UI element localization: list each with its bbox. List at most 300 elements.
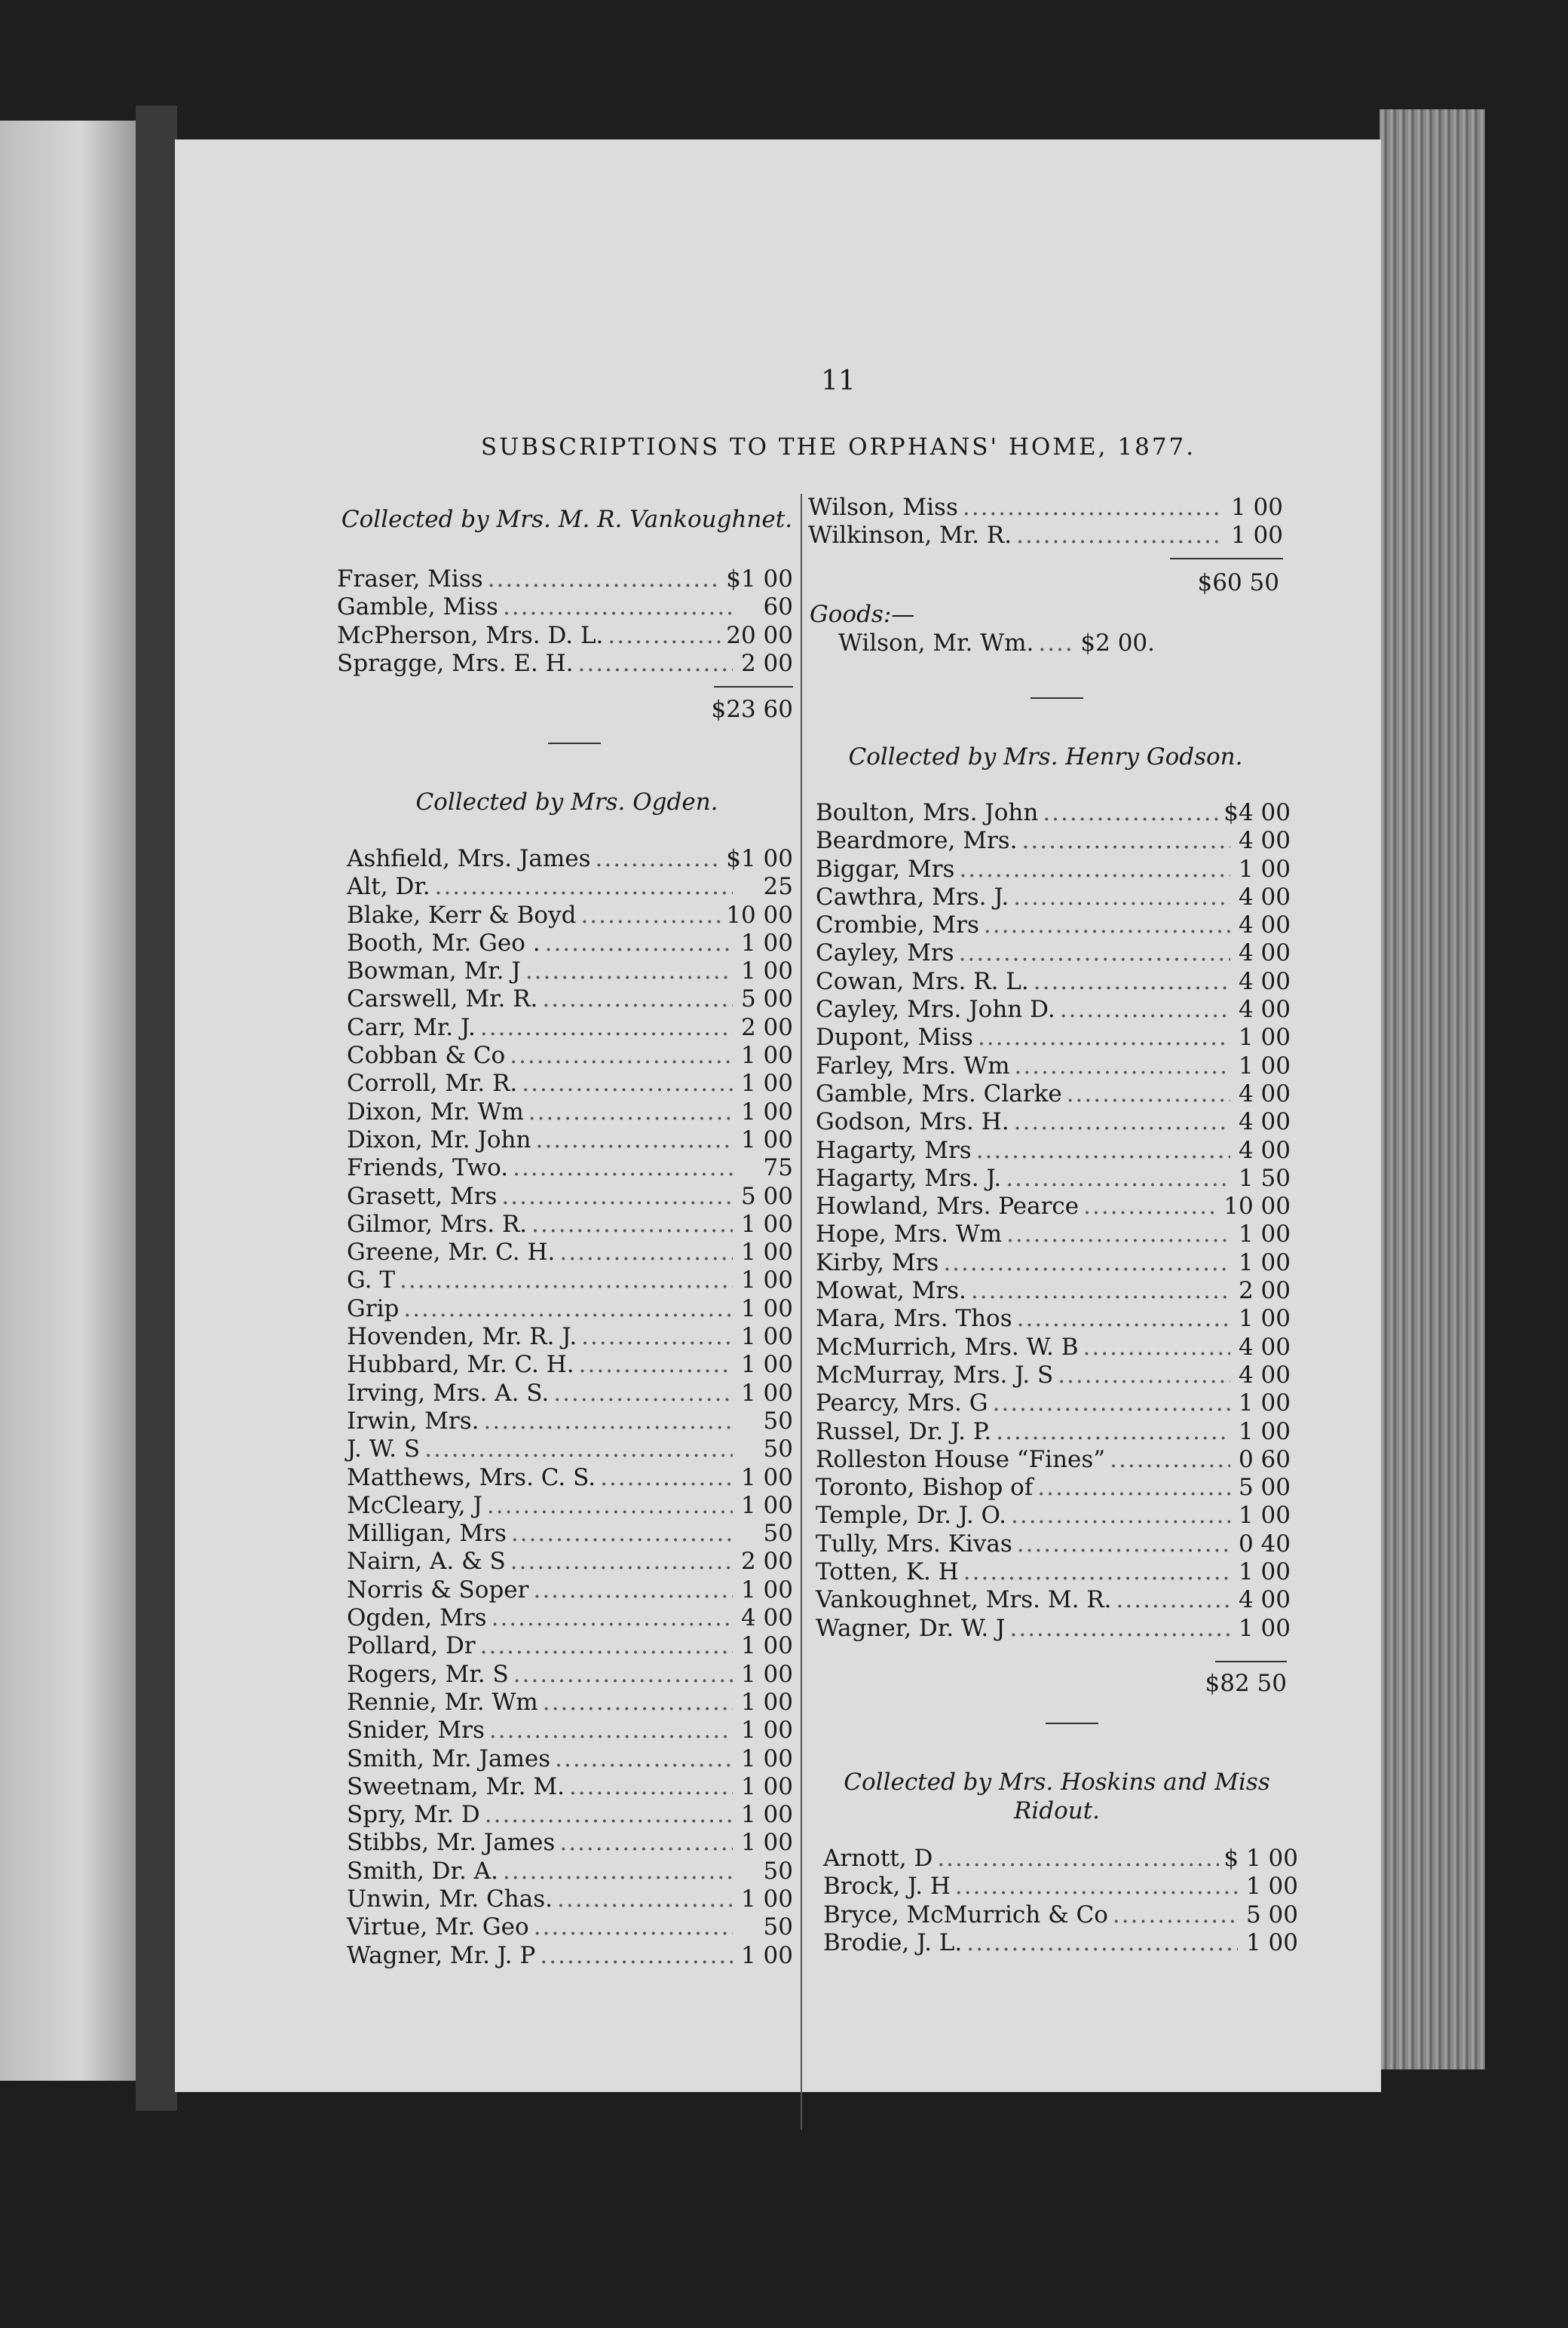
list-item [347, 1098, 793, 1126]
entry-name: Biggar, Mrs [816, 855, 955, 883]
entry-amount: 4 00 [1238, 883, 1291, 911]
entry-amount: 1 00 [740, 1717, 793, 1744]
hoskins-list [823, 1845, 1298, 1957]
entry-amount: 1 00 [1245, 1928, 1298, 1956]
list-item [816, 1193, 1291, 1221]
hoskins-heading-line2: Ridout. [1013, 1797, 1101, 1824]
leader-dots [1014, 1108, 1230, 1135]
entry-name: Matthews, Mrs. C. S. [347, 1463, 596, 1491]
list-item [347, 873, 793, 901]
entry-name: Bowman, Mr. J [347, 957, 521, 985]
list-item [823, 1929, 1298, 1957]
list-item [347, 930, 793, 957]
entry-name: Tully, Mrs. Kivas [816, 1530, 1012, 1558]
leader-dots [569, 1773, 733, 1800]
entry-amount: 1 00 [740, 1829, 793, 1857]
entry-name: J. W. S [347, 1435, 421, 1463]
godson-list [816, 799, 1291, 1643]
leader-dots [511, 1520, 733, 1547]
leader-dots [955, 1873, 1238, 1900]
list-item [347, 985, 793, 1013]
list-item [816, 799, 1291, 827]
list-item [347, 1239, 793, 1267]
entry-amount: 10 00 [726, 901, 793, 929]
entry-amount: 1 00 [740, 1210, 793, 1238]
goods-entry-amount: $2 00. [1080, 629, 1155, 657]
leader-dots [1017, 1530, 1230, 1558]
leader-dots [959, 939, 1230, 966]
entry-name: Totten, K. H [816, 1558, 959, 1586]
entry-amount: 5 00 [740, 1182, 793, 1210]
list-item [816, 1249, 1291, 1277]
entry-name: Grasett, Mrs [347, 1182, 498, 1210]
list-item [347, 845, 793, 873]
list-item [816, 1305, 1291, 1333]
section-dash [548, 743, 601, 744]
list-item [808, 522, 1283, 550]
entry-name: Fraser, Miss [337, 565, 483, 593]
entry-name: Cowan, Mrs. R. L. [816, 967, 1029, 995]
entry-name: Rennie, Mr. Wm [347, 1688, 538, 1716]
leader-dots [513, 1661, 733, 1688]
entry-name: McPherson, Mrs. D. L. [337, 621, 604, 649]
entry-name: Grip [347, 1294, 400, 1322]
entry-amount: 60 [763, 593, 793, 621]
entry-name: Hagarty, Mrs. J. [816, 1164, 1002, 1192]
entry-amount: 1 00 [1238, 1221, 1291, 1248]
list-item [347, 1126, 793, 1154]
entry-amount: 1 00 [740, 1660, 793, 1688]
list-item [347, 1267, 793, 1294]
leader-dots [600, 1464, 733, 1491]
list-item [347, 1042, 793, 1070]
entry-amount: 75 [763, 1154, 793, 1182]
list-item [816, 1221, 1291, 1248]
entry-amount: 50 [763, 1435, 793, 1463]
section-dash [1031, 697, 1083, 699]
leader-dots [553, 1380, 733, 1407]
entry-amount: 1 00 [740, 1098, 793, 1126]
entry-amount: 1 00 [740, 957, 793, 985]
entry-name: Arnott, D [823, 1845, 933, 1872]
leader-dots [531, 1211, 733, 1238]
entry-amount: 1 00 [1245, 1873, 1298, 1901]
leader-dots [1110, 1446, 1230, 1473]
entry-amount: 4 00 [1238, 911, 1291, 939]
leader-dots [1009, 1615, 1230, 1642]
entry-name: Carswell, Mr. R. [347, 985, 538, 1013]
leader-dots [480, 1632, 733, 1659]
entry-name: Bryce, McMurrich & Co [823, 1901, 1108, 1928]
list-item [347, 1745, 793, 1773]
leader-dots [578, 650, 733, 677]
entry-amount: 1 00 [740, 1239, 793, 1267]
entry-name: Wagner, Dr. W. J [816, 1614, 1006, 1642]
leader-dots [1022, 827, 1230, 854]
entry-name: Gamble, Miss [337, 593, 498, 621]
leader-dots [1011, 1502, 1230, 1529]
entry-name: Mowat, Mrs. [816, 1277, 966, 1305]
entry-amount: 1 00 [740, 929, 793, 957]
leader-dots [510, 1548, 733, 1575]
list-item [816, 1586, 1291, 1614]
entry-amount: 1 00 [740, 1463, 793, 1491]
leader-dots [1037, 1474, 1230, 1501]
entry-name: Rogers, Mr. S [347, 1660, 509, 1688]
leader-dots [488, 565, 722, 593]
entry-name: Wilson, Miss [808, 494, 958, 521]
entry-name: Godson, Mrs. H. [816, 1108, 1009, 1136]
list-item [823, 1873, 1298, 1901]
list-item [816, 1108, 1291, 1136]
hoskins-heading [812, 1768, 1302, 1825]
list-item [347, 1211, 793, 1239]
hoskins-heading-line1: Collected by Mrs. Hoskins and Miss [844, 1769, 1270, 1796]
goods-label: Goods:— [810, 601, 915, 628]
entry-amount: 4 00 [1238, 1361, 1291, 1389]
entry-name: Friends, Two. [347, 1154, 509, 1182]
entry-amount: 1 00 [1230, 494, 1283, 521]
entry-amount: 4 00 [1238, 1136, 1291, 1164]
entry-amount: 1 00 [1238, 1389, 1291, 1417]
entry-amount: 4 00 [1238, 939, 1291, 967]
leader-dots [540, 1942, 733, 1969]
leader-dots [1083, 1334, 1230, 1361]
entry-name: G. T [347, 1267, 396, 1294]
leader-dots [959, 856, 1230, 883]
entry-name: Wagner, Mr. J. P [347, 1941, 536, 1969]
entry-name: Spragge, Mrs. E. H. [337, 649, 574, 677]
list-item [816, 1389, 1291, 1417]
entry-name: Milligan, Mrs [347, 1520, 507, 1548]
list-item [347, 1942, 793, 1970]
list-item [347, 1295, 793, 1323]
entry-amount: 1 00 [1230, 522, 1283, 550]
list-item [816, 911, 1291, 939]
list-item [816, 939, 1291, 967]
entry-name: Rolleston House “Fines” [816, 1445, 1106, 1473]
page-stack-edges [1380, 109, 1485, 2069]
entry-name: Ogden, Mrs [347, 1604, 487, 1632]
entry-name: Beardmore, Mrs. [816, 827, 1018, 855]
leader-dots [580, 902, 721, 929]
entry-amount: 4 00 [1238, 996, 1291, 1024]
entry-amount: 25 [763, 873, 793, 901]
continued-total-rule [1170, 558, 1283, 559]
entry-name: Alt, Dr. [347, 873, 430, 901]
entry-name: Nairn, A. & S [347, 1548, 506, 1576]
entry-name: Brock, J. H [823, 1873, 951, 1901]
entry-name: Vankoughnet, Mrs. M. R. [816, 1586, 1112, 1614]
leader-dots [492, 1604, 733, 1631]
entry-amount: 4 00 [740, 1604, 793, 1632]
list-item [347, 1464, 793, 1492]
leader-dots [1043, 799, 1219, 826]
leader-dots [435, 873, 733, 900]
list-item [816, 1530, 1291, 1558]
entry-amount: 1 00 [740, 1379, 793, 1407]
leader-dots [533, 1576, 733, 1604]
entry-amount: 1 00 [740, 1632, 793, 1660]
leader-dots [501, 1183, 733, 1210]
entry-amount: $4 00 [1223, 799, 1291, 826]
continued-total: $60 50 [1197, 569, 1279, 596]
entry-amount: 1 00 [740, 1351, 793, 1379]
vankoughnet-total-rule [714, 686, 793, 688]
list-item [347, 1323, 793, 1351]
vankoughnet-heading: Collected by Mrs. M. R. Vankoughnet. [341, 506, 793, 533]
leader-dots [984, 911, 1230, 939]
entry-name: Smith, Mr. James [347, 1744, 551, 1772]
leader-dots [559, 1829, 733, 1856]
entry-name: Howland, Mrs. Pearce [816, 1193, 1080, 1221]
page-title: SUBSCRIPTIONS TO THE ORPHANS' HOME, 1877. [480, 433, 1196, 461]
entry-name: Temple, Dr. J. O. [816, 1502, 1006, 1530]
entry-name: Russel, Dr. J. P. [816, 1417, 992, 1445]
entry-amount: 2 00 [740, 1548, 793, 1576]
leader-dots [555, 1745, 733, 1772]
leader-dots [484, 1408, 733, 1435]
entry-name: Snider, Mrs [347, 1717, 485, 1744]
entry-amount: 1 00 [740, 1070, 793, 1098]
entry-amount: 4 00 [1238, 1080, 1291, 1107]
list-item [347, 1548, 793, 1576]
list-item [337, 622, 793, 650]
entry-name: Kirby, Mrs [816, 1248, 939, 1276]
leader-dots [579, 1351, 733, 1378]
list-item [816, 1558, 1291, 1586]
list-item [347, 1380, 793, 1408]
leader-dots [1006, 1221, 1230, 1248]
list-item [347, 1858, 793, 1885]
list-item [816, 1137, 1291, 1165]
entry-name: Dixon, Mr. John [347, 1126, 531, 1153]
entry-amount: 1 00 [1238, 1305, 1291, 1333]
entry-amount: 50 [763, 1857, 793, 1885]
entry-amount: 0 40 [1238, 1530, 1291, 1558]
leader-dots [503, 1858, 733, 1885]
leader-dots [534, 1913, 733, 1941]
list-item [337, 650, 793, 678]
entry-name: Carr, Mr. J. [347, 1013, 476, 1041]
list-item [823, 1845, 1298, 1873]
list-item [347, 902, 793, 930]
leader-dots [963, 1558, 1230, 1585]
leader-dots [535, 1126, 733, 1153]
entry-amount: 10 00 [1223, 1193, 1291, 1221]
leader-dots [1017, 1305, 1230, 1332]
entry-name: Toronto, Bishop of [816, 1474, 1034, 1502]
list-item [816, 1446, 1291, 1474]
leader-dots [559, 1239, 733, 1266]
entry-amount: 1 00 [1238, 855, 1291, 883]
ogden-list [347, 845, 793, 1970]
entry-name: Cawthra, Mrs. J. [816, 883, 1009, 911]
entry-name: Cayley, Mrs. John D. [816, 996, 1055, 1024]
leader-dots [937, 1845, 1219, 1872]
entry-amount: 1 00 [740, 1267, 793, 1294]
entry-name: Ashfield, Mrs. James [347, 845, 591, 872]
entry-amount: 2 00 [1238, 1277, 1291, 1305]
list-item [347, 957, 793, 985]
list-item [816, 1502, 1291, 1530]
entry-amount: 1 00 [1238, 1417, 1291, 1445]
list-item [347, 1885, 793, 1913]
entry-name: Hope, Mrs. Wm [816, 1221, 1003, 1248]
vankoughnet-total: $23 60 [711, 696, 793, 723]
list-item [347, 1913, 793, 1941]
leader-dots [1034, 968, 1230, 995]
list-item [347, 1492, 793, 1520]
list-item [816, 1615, 1291, 1643]
list-item [816, 1080, 1291, 1108]
entry-name: Cobban & Co [347, 1042, 506, 1070]
leader-dots [525, 957, 733, 985]
leader-dots [993, 1389, 1230, 1417]
entry-amount: 4 00 [1238, 967, 1291, 995]
list-item [816, 996, 1291, 1024]
list-item [347, 1408, 793, 1435]
page-number: 11 [821, 366, 856, 397]
entry-name: Corroll, Mr. R. [347, 1070, 518, 1098]
list-item [347, 1154, 793, 1182]
list-item [347, 1829, 793, 1857]
leader-dots [976, 1137, 1230, 1164]
list-item [347, 1351, 793, 1379]
list-item [347, 1717, 793, 1744]
entry-amount: 4 00 [1238, 827, 1291, 855]
entry-name: Hubbard, Mr. C. H. [347, 1351, 574, 1379]
leader-dots [480, 1014, 733, 1041]
entry-name: Hagarty, Mrs [816, 1136, 972, 1164]
leader-dots [542, 985, 733, 1012]
book-gutter [136, 106, 177, 2111]
leader-dots [1060, 996, 1230, 1023]
list-item [816, 827, 1291, 855]
entry-amount: 1 00 [740, 1885, 793, 1913]
entry-amount: 1 00 [740, 1042, 793, 1070]
leader-dots [971, 1277, 1230, 1304]
entry-name: Booth, Mr. Geo . [347, 929, 541, 957]
entry-name: Farley, Mrs. Wm [816, 1052, 1010, 1080]
entry-amount: 1 00 [1238, 1558, 1291, 1586]
list-item [816, 1165, 1291, 1193]
list-item [347, 1632, 793, 1660]
list-item [347, 1661, 793, 1689]
leader-dots [1083, 1193, 1219, 1220]
entry-name: McMurray, Mrs. J. S [816, 1361, 1054, 1389]
entry-amount: 50 [763, 1520, 793, 1548]
list-item [816, 1024, 1291, 1052]
document-page [175, 139, 1381, 2092]
list-item [816, 884, 1291, 911]
list-item [337, 593, 793, 621]
leader-dots [1058, 1362, 1230, 1389]
leader-dots [1116, 1586, 1230, 1613]
entry-amount: 1 00 [740, 1688, 793, 1716]
leader-dots [528, 1098, 733, 1126]
entry-amount: 1 50 [1238, 1164, 1291, 1192]
list-item [347, 1773, 793, 1801]
leader-dots [581, 1323, 733, 1350]
list-item [347, 1689, 793, 1717]
entry-amount: 1 00 [1238, 1052, 1291, 1080]
leader-dots [485, 1801, 733, 1828]
entry-amount: 2 00 [740, 1013, 793, 1041]
entry-amount: 1 00 [740, 1941, 793, 1969]
entry-amount: $1 00 [726, 565, 793, 593]
godson-heading: Collected by Mrs. Henry Godson. [848, 743, 1243, 770]
list-item [347, 1435, 793, 1463]
leader-dots [996, 1418, 1230, 1445]
leader-dots [1038, 629, 1076, 657]
leader-dots [503, 593, 733, 620]
list-item [347, 1070, 793, 1098]
entry-name: Cayley, Mrs [816, 939, 954, 967]
entry-name: Irving, Mrs. A. S. [347, 1379, 550, 1407]
entry-name: Smith, Dr. A. [347, 1857, 498, 1885]
entry-name: Spry, Mr. D [347, 1801, 480, 1829]
entry-name: Stibbs, Mr. James [347, 1829, 556, 1857]
leader-dots [1015, 1052, 1230, 1080]
entry-name: Dupont, Miss [816, 1024, 973, 1052]
leader-dots [608, 622, 721, 649]
leader-dots [487, 1492, 733, 1519]
left-page-edge [0, 121, 136, 2081]
leader-dots [545, 930, 733, 957]
list-item [347, 1520, 793, 1548]
entry-amount: 1 00 [1238, 1502, 1291, 1530]
entry-name: Crombie, Mrs [816, 911, 979, 939]
section-dash [1046, 1723, 1098, 1724]
entry-amount: 1 00 [740, 1323, 793, 1351]
entry-name: Virtue, Mr. Geo [347, 1913, 529, 1941]
leader-dots [400, 1267, 733, 1294]
entry-name: Unwin, Mr. Chas. [347, 1885, 553, 1913]
entry-name: Dixon, Mr. Wm [347, 1098, 524, 1126]
list-item [816, 1362, 1291, 1389]
goods-entry [838, 629, 1155, 657]
leader-dots [513, 1154, 733, 1181]
leader-dots [557, 1885, 733, 1913]
continued-list [808, 494, 1283, 550]
entry-amount: 5 00 [1238, 1474, 1291, 1502]
column-divider [801, 494, 802, 2130]
list-item [816, 968, 1291, 996]
entry-amount: 1 00 [740, 1491, 793, 1519]
list-item [816, 856, 1291, 884]
leader-dots [596, 845, 722, 872]
entry-amount: 1 00 [1238, 1024, 1291, 1052]
entry-name: Greene, Mr. C. H. [347, 1239, 556, 1267]
entry-amount: 20 00 [726, 621, 793, 649]
entry-name: Gamble, Mrs. Clarke [816, 1080, 1062, 1107]
entry-amount: 1 00 [740, 1126, 793, 1153]
entry-name: Boulton, Mrs. John [816, 799, 1039, 826]
list-item [347, 1014, 793, 1042]
entry-name: Sweetnam, Mr. M. [347, 1772, 565, 1800]
entry-amount: 4 00 [1238, 1108, 1291, 1136]
entry-name: Pearcy, Mrs. G [816, 1389, 988, 1417]
list-item [816, 1474, 1291, 1502]
leader-dots [1067, 1080, 1230, 1107]
entry-amount: $ 1 00 [1223, 1845, 1298, 1872]
leader-dots [1113, 1901, 1238, 1928]
entry-amount: 5 00 [1245, 1901, 1298, 1928]
entry-amount: 4 00 [1238, 1333, 1291, 1361]
entry-name: Brodie, J. L. [823, 1928, 963, 1956]
list-item [808, 494, 1283, 522]
